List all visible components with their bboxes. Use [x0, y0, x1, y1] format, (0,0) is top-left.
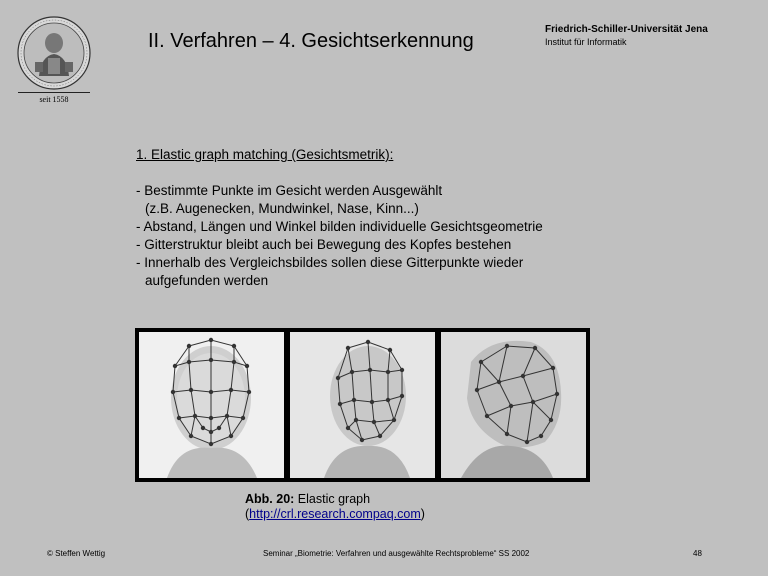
slide-body: [136, 146, 543, 290]
seal-caption: seit 1558: [39, 95, 69, 104]
bullet-line: (z.B. Augenecken, Mundwinkel, Nase, Kinn...): [145, 201, 419, 216]
bullet-line: - Bestimmte Punkte im Gesicht werden Ausgewählt: [136, 183, 443, 198]
face-panel-three-quarter: [290, 332, 435, 478]
figure-caption: [245, 492, 425, 522]
caption-label: Abb. 20:: [245, 492, 295, 506]
section-heading: 1. Elastic graph matching (Gesichtsmetrik):: [136, 147, 394, 162]
bullet-line: aufgefunden werden: [145, 273, 269, 288]
university-name: Friedrich-Schiller-Universität Jena: [545, 24, 708, 35]
institute-name: Institut für Informatik: [545, 37, 627, 47]
link-paren-close: ): [420, 507, 425, 521]
elastic-graph-figure: [135, 328, 590, 482]
link-paren-open: (: [245, 507, 250, 521]
caption-link-line: [245, 507, 425, 522]
caption-title-line: [245, 492, 425, 507]
slide-title: II. Verfahren – 4. Gesichtserkennung: [148, 30, 474, 52]
footer-seminar: Seminar „Biometrie: Verfahren und ausgewählte Rechtsprobleme“ SS 2002: [263, 549, 530, 558]
bullet-line: - Gitterstruktur bleibt auch bei Bewegung des Kopfes bestehen: [136, 237, 512, 252]
university-seal-logo: [17, 16, 91, 90]
bullet-line: - Abstand, Längen und Winkel bilden individuelle Gesichtsgeometrie: [136, 219, 543, 234]
source-link[interactable]: http://crl.research.compaq.com: [249, 507, 421, 521]
footer-author: © Steffen Wettig: [47, 549, 106, 558]
seal-divider: [18, 92, 90, 93]
footer-page-number: 48: [693, 549, 702, 558]
bullet-line: - Innerhalb des Vergleichsbildes sollen diese Gitterpunkte wieder: [136, 255, 524, 270]
face-panel-profile: [441, 332, 586, 478]
face-panel-frontal: [139, 332, 284, 478]
caption-text: Elastic graph: [294, 492, 371, 506]
